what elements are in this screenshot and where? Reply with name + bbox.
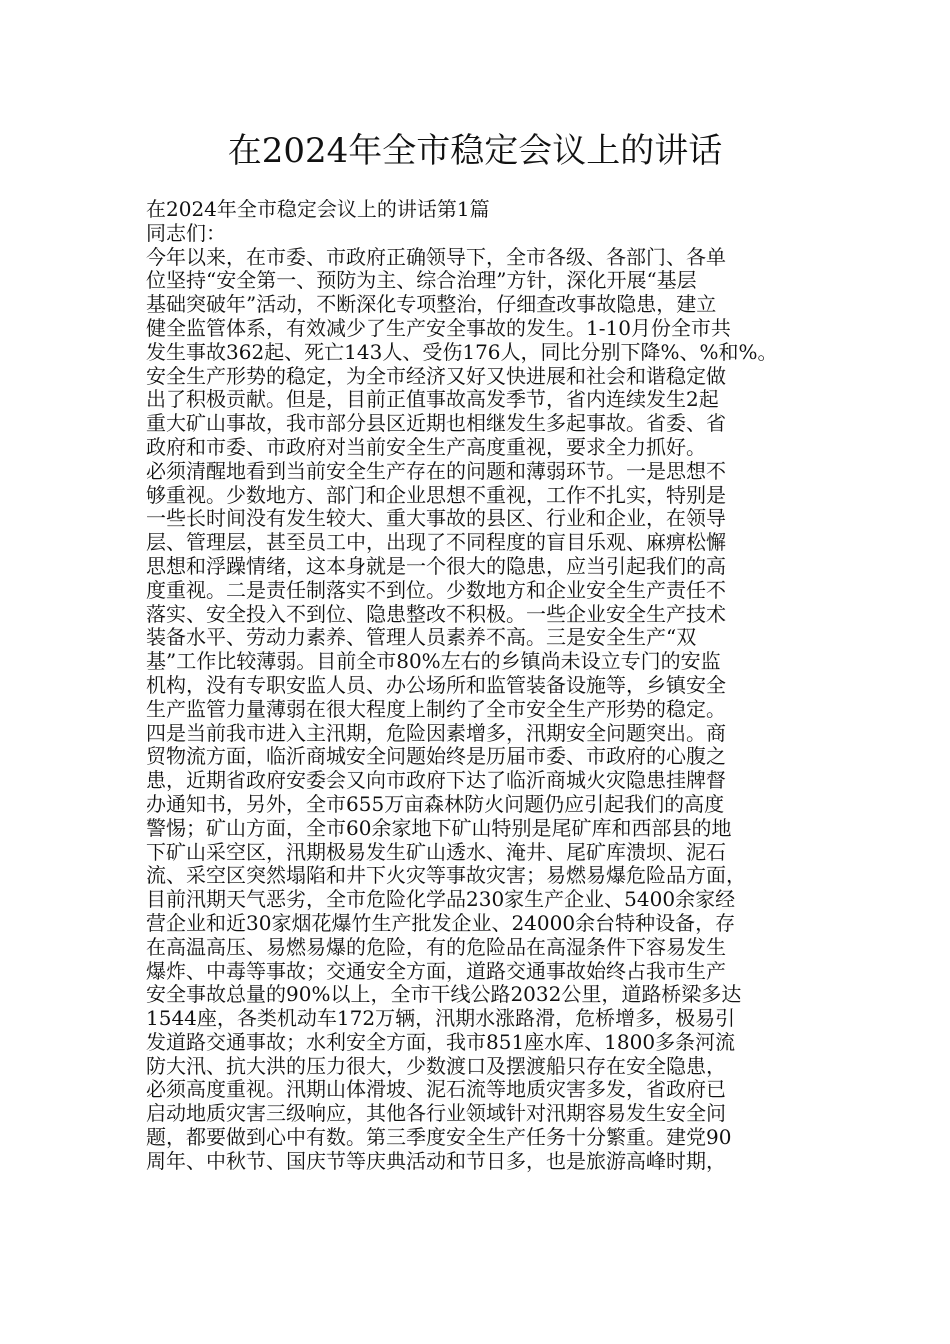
text-line: 警惕；矿山方面，全市60余家地下矿山特别是尾矿库和西部县的地	[146, 815, 732, 840]
text-line: 题，都要做到心中有数。第三季度安全生产任务十分繁重。建党90	[146, 1125, 732, 1150]
text-line: 生产监管力量薄弱在很大程度上制约了全市安全生产形势的稳定。	[146, 696, 726, 721]
document-title: 在2024年全市稳定会议上的讲话	[227, 131, 723, 171]
text-line: 度重视。二是责任制落实不到位。少数地方和企业安全生产责任不	[146, 577, 726, 602]
text-line: 安全生产形势的稳定，为全市经济又好又快进展和社会和谐稳定做	[146, 363, 726, 388]
text-line: 贸物流方面，临沂商城安全问题始终是历届市委、市政府的心腹之	[146, 744, 726, 769]
text-line: 健全监管体系，有效减少了生产安全事故的发生。1-10月份全市共	[146, 315, 731, 340]
text-line: 政府和市委、市政府对当前安全生产高度重视，要求全力抓好。	[146, 434, 706, 459]
text-line: 在2024年全市稳定会议上的讲话第1篇	[146, 197, 490, 221]
text-line: 患，近期省政府安委会又向市政府下达了临沂商城火灾隐患挂牌督	[146, 768, 726, 793]
text-line: 思想和浮躁情绪，这本身就是一个很大的隐患，应当引起我们的高	[146, 553, 726, 578]
text-line: 必须清醒地看到当前安全生产存在的问题和薄弱环节。一是思想不	[146, 458, 726, 483]
text-line: 爆炸、中毒等事故；交通安全方面，道路交通事故始终占我市生产	[146, 958, 726, 983]
text-line: 发道路交通事故；水利安全方面，我市851座水库、1800多条河流	[146, 1029, 736, 1054]
text-line: 层、管理层，甚至员工中，出现了不同程度的盲目乐观、麻痹松懈	[146, 530, 726, 555]
text-line: 在高温高压、易燃易爆的危险，有的危险品在高湿条件下容易发生	[146, 934, 726, 959]
text-line: 机构，没有专职安监人员、办公场所和监管装备设施等，乡镇安全	[146, 672, 726, 697]
text-line: 四是当前我市进入主汛期，危险因素增多，汛期安全问题突出。商	[146, 720, 726, 745]
text-line: 必须高度重视。汛期山体滑坡、泥石流等地质灾害多发，省政府已	[146, 1077, 726, 1102]
text-line: 今年以来，在市委、市政府正确领导下，全市各级、各部门、各单	[146, 244, 726, 269]
text-line: 发生事故362起、死亡143人、受伤176人，同比分别下降%、%和%。	[146, 339, 778, 364]
text-line: 一些长时间没有发生较大、重大事故的县区、行业和企业，在领导	[146, 506, 726, 531]
text-line: 启动地质灾害三级响应，其他各行业领域针对汛期容易发生安全问	[146, 1101, 726, 1126]
text-line: 目前汛期天气恶劣，全市危险化学品230家生产企业、5400余家经	[146, 887, 736, 912]
text-line: 防大汛、抗大洪的压力很大，少数渡口及摆渡船只存在安全隐患，	[146, 1053, 726, 1078]
text-line: 办通知书，另外，全市655万亩森林防火问题仍应引起我们的高度	[146, 791, 725, 816]
text-line: 重大矿山事故，我市部分县区近期也相继发生多起事故。省委、省	[146, 411, 726, 436]
text-line: 装备水平、劳动力素养、管理人员素养不高。三是安全生产“双	[146, 625, 697, 650]
text-line: 安全事故总量的90%以上，全市干线公路2032公里，道路桥梁多达	[146, 982, 742, 1007]
text-line: 够重视。少数地方、部门和企业思想不重视，工作不扎实，特别是	[146, 482, 726, 507]
text-line: 位坚持“安全第一、预防为主、综合治理”方针，深化开展“基层	[146, 268, 697, 293]
document-body	[146, 198, 826, 1174]
text-line: 下矿山采空区，汛期极易发生矿山透水、淹井、尾矿库溃坝、泥石	[146, 839, 726, 864]
text-line: 落实、安全投入不到位、隐患整改不积极。一些企业安全生产技术	[146, 601, 726, 626]
text-line: 出了积极贡献。但是，目前正值事故高发季节，省内连续发生2起	[146, 387, 719, 412]
text-line: 基础突破年”活动，不断深化专项整治，仔细查改事故隐患，建立	[146, 292, 717, 317]
text-line: 1544座，各类机动车172万辆，汛期水涨路滑，危桥增多，极易引	[146, 1006, 736, 1031]
text-line: 基”工作比较薄弱。目前全市80%左右的乡镇尚未设立专门的安监	[146, 649, 721, 674]
text-line: 营企业和近30家烟花爆竹生产批发企业、24000余台特种设备，存	[146, 910, 736, 935]
text-line: 同志们：	[146, 220, 226, 245]
text-line: 周年、中秋节、国庆节等庆典活动和节日多，也是旅游高峰时期，	[146, 1148, 726, 1173]
text-line: 流、采空区突然塌陷和井下火灾等事故灾害；易燃易爆危险品方面，	[146, 863, 746, 888]
